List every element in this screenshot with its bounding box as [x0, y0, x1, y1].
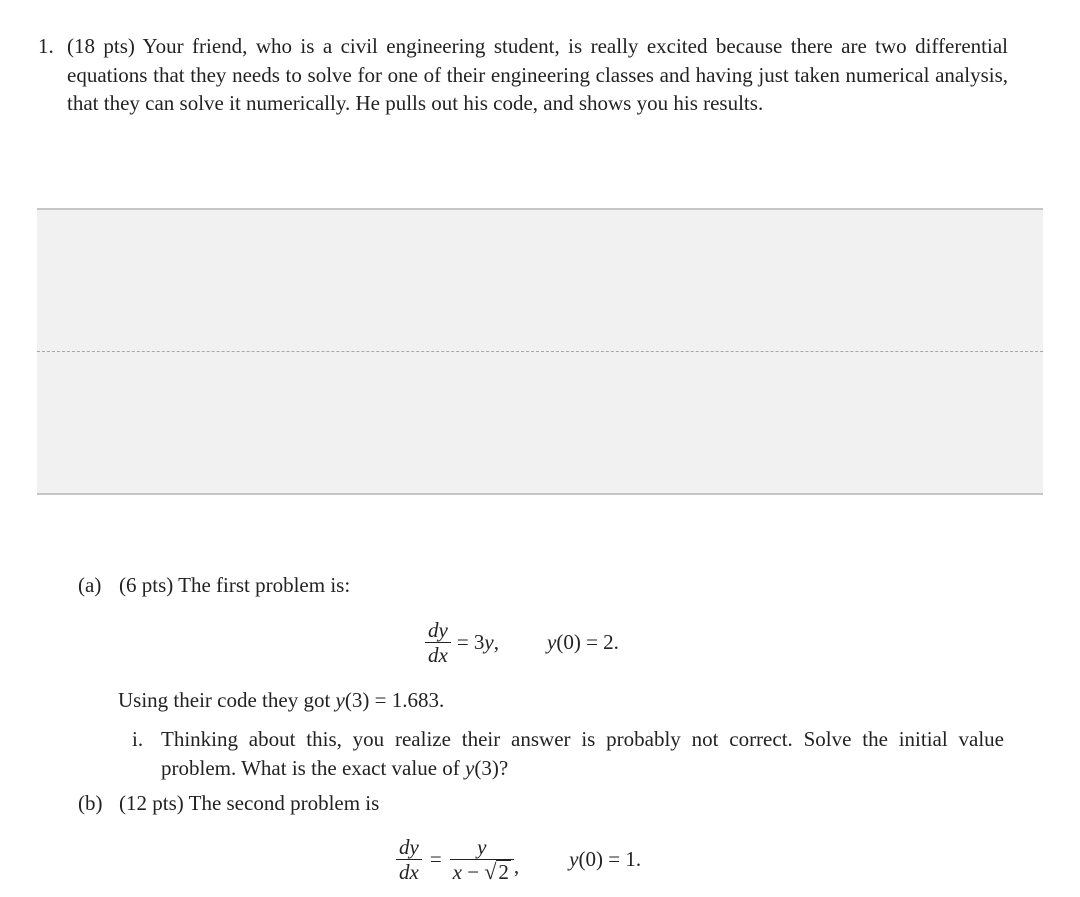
rhs-den-minus: −	[462, 860, 485, 884]
equation-a-comma: ,	[493, 630, 499, 654]
problem-statement	[38, 32, 1008, 118]
fraction-numerator: dy	[428, 618, 448, 642]
equals-sign: =	[429, 847, 442, 871]
rhs-denominator	[450, 860, 514, 884]
derivative-fraction	[425, 618, 451, 667]
part-a-title: (6 pts) The first problem is:	[119, 573, 351, 597]
rhs-numerator: y	[477, 835, 487, 859]
equation-a-rhs-coeff: = 3	[456, 630, 485, 654]
derivative-fraction-b	[396, 835, 422, 884]
part-b-title: (12 pts) The second problem is	[119, 791, 380, 815]
subquestion-i	[132, 725, 1004, 782]
equation-a-rhs-var: y	[484, 630, 494, 654]
radical-sign: √	[484, 859, 497, 884]
part-a-label: (a)	[78, 573, 102, 597]
subquestion-i-var: y	[465, 755, 475, 780]
ic-b-value: (0) = 1.	[578, 847, 642, 871]
radicand: 2	[498, 860, 509, 884]
ic-a-value: (0) = 2.	[556, 630, 619, 654]
equation-a	[425, 618, 619, 667]
rhs-den-var: x	[452, 860, 462, 884]
initial-condition-a	[547, 630, 619, 655]
numerical-result-value: (3) = 1.683.	[344, 688, 445, 712]
part-b-heading	[78, 789, 379, 818]
problem-number: 1.	[38, 34, 54, 58]
square-root	[484, 860, 511, 883]
equation-b-comma: ,	[513, 854, 520, 878]
equation-a-rhs	[457, 630, 499, 655]
fraction-b-denominator: dx	[399, 860, 419, 884]
problem-text: (18 pts) Your friend, who is a civil engineering student, is really excited because there are two differential equations that they needs to solve for one of their engineering classes and having just taken numerical analysis, that they can solve it numerically. He pulls out his code, and shows you his results.	[67, 34, 1008, 115]
part-a-heading	[78, 571, 350, 600]
subquestion-i-text-main: Thinking about this, you realize their answer is probably not correct. Solve the initial value problem. What is the exact value of	[161, 727, 1004, 780]
rhs-fraction	[450, 835, 514, 884]
ic-b-var: y	[569, 847, 579, 871]
initial-condition-b	[569, 847, 641, 872]
numerical-result-prefix: Using their code they got	[118, 688, 336, 712]
numerical-result	[118, 686, 444, 715]
part-b-label: (b)	[78, 791, 103, 815]
answer-area[interactable]	[37, 208, 1043, 495]
subquestion-i-text	[161, 725, 1004, 782]
fraction-b-numerator: dy	[399, 835, 419, 859]
equation-b	[396, 835, 641, 884]
ic-a-var: y	[547, 630, 557, 654]
numerical-result-var: y	[335, 688, 345, 712]
fraction-denominator: dx	[428, 643, 448, 667]
answer-area-divider	[37, 351, 1043, 352]
subquestion-i-text-end: (3)?	[474, 755, 509, 780]
subquestion-i-label: i.	[132, 727, 144, 751]
